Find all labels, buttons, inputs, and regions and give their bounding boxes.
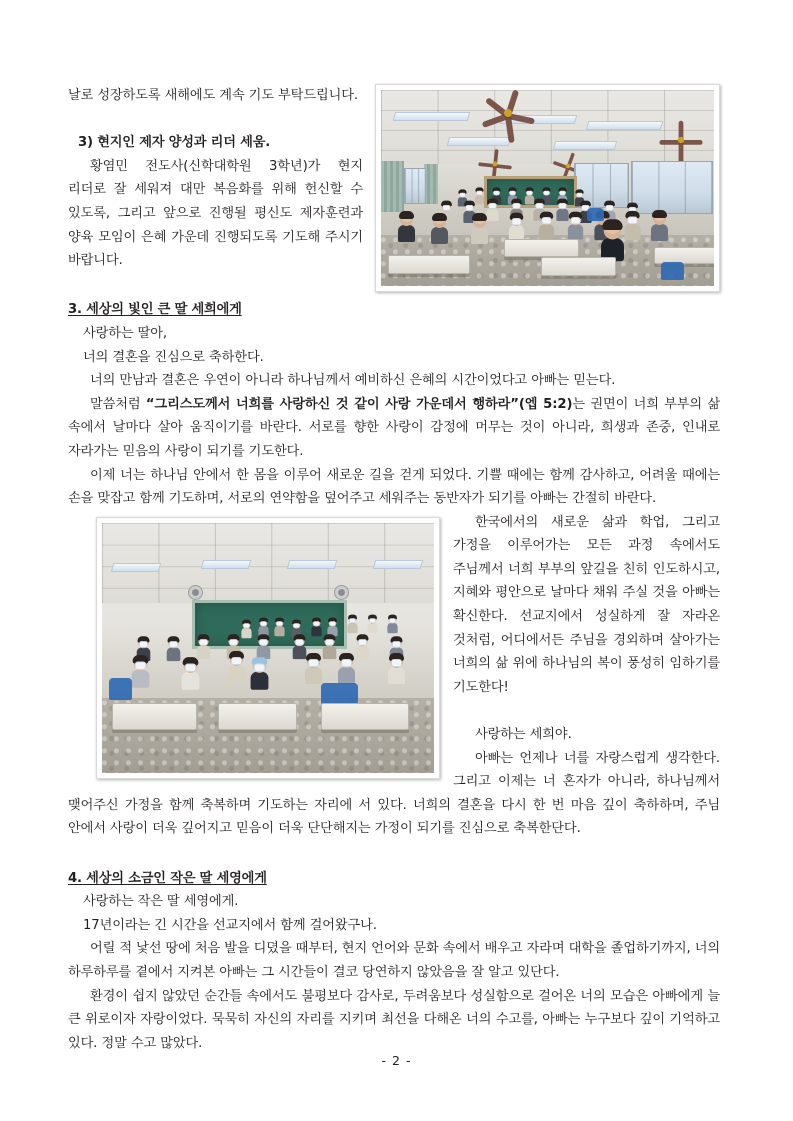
heading-4-row [68,865,720,891]
ceiling-light [393,112,471,121]
ceiling-light [553,141,618,150]
ceiling [381,90,714,164]
s4-paragraph-2: 환경이 쉽지 않았던 순간들 속에서도 불평보다 감사로, 두려움보다 성실함으로 걸어온 너의 모습은 아빠에게 늘 큰 위로이자 자랑이었다. 묵묵히 자신의 자리를 지키며 최선을 다해온 너의 수고를, 아빠는 누구보다 깊이 기억하고 있다. 정말 수고 많았다. [68,988,720,1051]
s3-line-1: 사랑하는 딸아, [83,325,168,341]
classroom-group-photo-top [375,84,720,292]
s3-paragraph-3: 이제 너는 하나님 안에서 한 몸을 이루어 새로운 길을 걷게 되었다. 기쁠 때에는 함께 감사하고, 어려울 때에는 손을 맞잡고 함께 기도하며, 서로의 연약함을 덮어주고 세워주는 동반자가 되기를 아빠는 간절히 바란다. [68,467,720,507]
ceiling-light [373,560,424,569]
classroom-group-photo-middle [96,517,440,779]
desk [388,255,470,275]
desk [321,703,409,730]
photo-top-image [381,90,714,286]
ceiling-light [287,560,338,569]
ceiling-light [200,560,251,569]
section-3-paragraph: 황염민 전도사(신학대학원 3학년)가 현지 리더로 잘 세워져 대만 복음화를 위해 헌신할 수 있도록, 그리고 앞으로 진행될 평신도 제자훈련과 양육 모임이 은혜 가운데 진행되도록 기도해 주시기 바랍니다. [68,158,363,269]
page-number: - 2 - [381,1053,412,1068]
s4-line-1: 사랑하는 작은 딸 세영에게. [83,894,239,910]
heading-4: 4. 세상의 소금인 작은 딸 세영에게 [68,870,267,886]
spacer [68,841,720,865]
window [631,161,713,214]
s4-paragraph-1: 어릴 적 낯선 땅에 처음 발을 디뎠을 때부터, 현지 언어와 문화 속에서 배우고 자라며 대학을 졸업하기까지, 너의 하루하루를 곁에서 지켜본 아빠는 그 시간들이 결코 당연하지 않았음을 잘 알고 있단다. [68,941,720,980]
chair [109,678,132,701]
s3-line-2: 너의 결혼을 진심으로 축하한다. [83,349,264,365]
scripture-quote-eph-5-2: “그리스도께서 너희를 사랑하신 것 같이 사랑 가운데서 행하라”(엡 5:2) [145,396,573,412]
heading-3-row [68,296,720,322]
s3-paragraph-5: 사랑하는 세희야. [475,727,572,743]
desk [541,257,616,277]
s4-line-2: 17년이라는 긴 시간을 선교지에서 함께 걸어왔구나. [83,917,377,933]
desk [218,703,296,730]
section-3-subheading: 3) 현지인 제자 양성과 리더 세움. [78,135,271,151]
s3-paragraph-1: 너의 만남과 결혼은 우연이 아니라 하나님께서 예비하신 은혜의 시간이었다고 아빠는 믿는다. [90,373,616,389]
ceiling-light [446,137,511,146]
photo-middle-image [102,523,434,773]
s3-paragraph-6: 아빠는 언제나 너를 자랑스럽게 생각한다. 그리고 이제는 너 혼자가 아니라, 하나님께서 맺어주신 가정을 함께 축복하며 기도하는 자리에 서 있다. 너희의 결혼을 다시 한 번 마음 깊이 축하하며, 주님 안에서 사랑이 더욱 깊어지고 믿음이 더욱 단단해지는 가정이 되기를 진심으로 축복한단다. [68,750,720,837]
curtain [424,164,437,203]
chair [661,262,684,280]
chair [587,208,604,222]
s3-paragraph-4: 한국에서의 새로운 삶과 학업, 그리고 가정을 이루어가는 모든 과정 속에서도 주님께서 너희 부부의 앞길을 친히 인도하시고, 지혜와 평안으로 날마다 채워 주실 것을 아빠는 확신한다. 선교지에서 성실하게 잘 자라온 것처럼, 어디에서든 주님을 경외하며 살아가는 너희의 삶 위에 하나님의 복이 풍성히 임하기를 기도한다! [453,514,720,695]
heading-3: 3. 세상의 빛인 큰 딸 세희에게 [68,302,242,318]
window [404,168,426,203]
page-content [68,84,720,1055]
s3-para2-post: 는 권면이 너희 부부의 삶 속에서 날마다 살아 움직이기를 바란다. 서로를 향한 사랑이 감정에 머무는 것이 아니라, 희생과 존중, 인내로 자라가는 믿음의 사랑이 되기를 기도한다. [68,396,721,459]
ceiling-light [586,121,664,130]
desk [112,703,197,730]
opening-line: 날로 성장하도록 새해에도 계속 기도 부탁드립니다. [68,88,358,103]
s3-para2-pre: 말씀처럼 [90,396,146,412]
ceiling-fan [659,133,702,147]
curtain [381,161,404,212]
s3-paragraph-2 [68,393,720,464]
ceiling-light [111,563,162,572]
classroom-scene-top [381,90,714,286]
ceiling-fan [481,104,535,122]
classroom-scene-middle [102,523,434,773]
ceiling-fan [478,158,511,169]
desk [504,239,579,257]
